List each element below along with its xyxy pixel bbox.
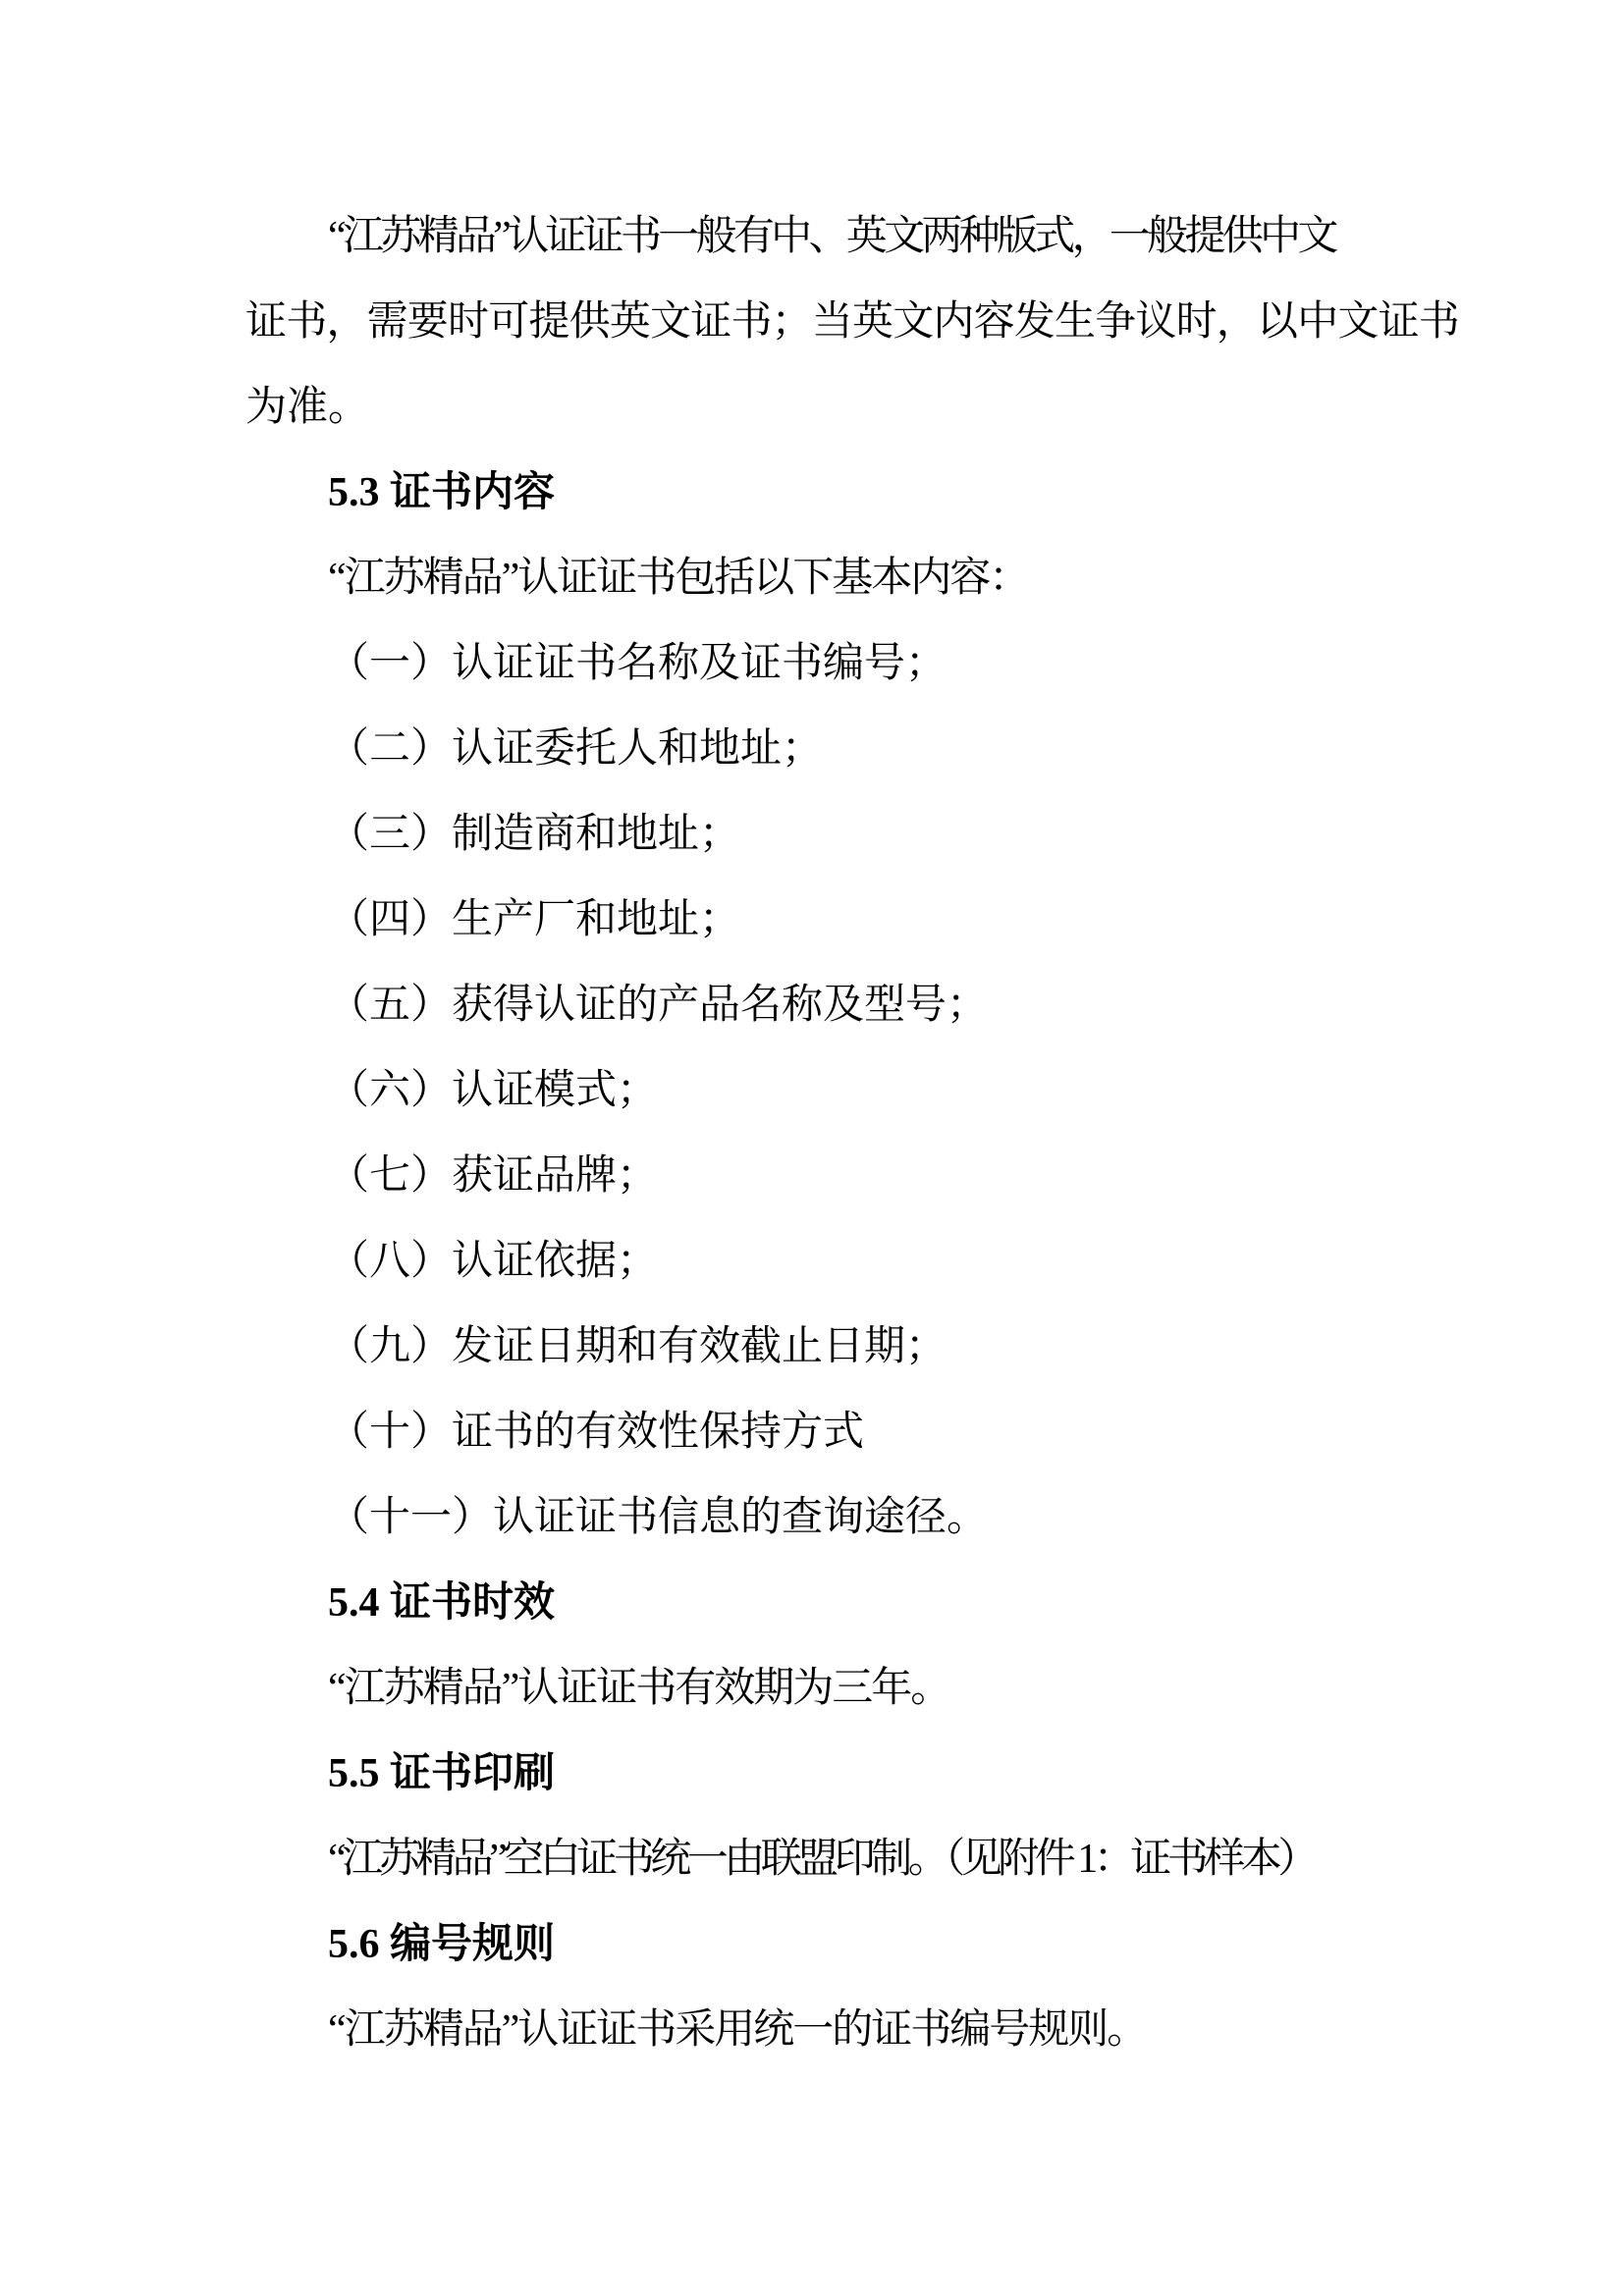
paragraph-certificate-versions-line-3: 为准。 xyxy=(245,385,370,430)
list-item-3-manufacturer-address: （三）制造商和地址； xyxy=(328,812,741,857)
list-item-1-certificate-name-number: （一）认证证书名称及证书编号； xyxy=(328,641,947,686)
heading-5-4-certificate-validity: 5.4 证书时效 xyxy=(328,1580,556,1626)
list-item-2-client-address: （二）认证委托人和地址； xyxy=(328,726,824,772)
list-item-5-product-name-model: （五）获得认证的产品名称及型号； xyxy=(328,983,989,1028)
list-item-9-issue-expiry-dates: （九）发证日期和有效截止日期； xyxy=(328,1324,947,1369)
heading-5-3-certificate-content: 5.3 证书内容 xyxy=(328,470,556,515)
list-item-11-certificate-info-query: （十一）认证证书信息的查询途径。 xyxy=(328,1495,989,1540)
heading-5-5-certificate-printing: 5.5 证书印刷 xyxy=(328,1751,556,1796)
document-text-block xyxy=(245,194,1460,2073)
list-item-8-certification-basis: （八）认证依据； xyxy=(328,1239,659,1284)
paragraph-unified-numbering-rule: “江苏精品”认证证书采用统一的证书编号规则。 xyxy=(328,2007,1147,2053)
heading-5-6-numbering-rules: 5.6 编号规则 xyxy=(328,1922,556,1967)
paragraph-certificate-content-intro: “江苏精品”认证证书包括以下基本内容： xyxy=(328,556,1029,601)
list-item-4-factory-address: （四）生产厂和地址； xyxy=(328,897,741,942)
list-item-6-certification-mode: （六）认证模式； xyxy=(328,1068,659,1113)
list-item-10-validity-maintenance: （十）证书的有效性保持方式 xyxy=(328,1410,865,1455)
paragraph-certificate-versions-line-1: “江苏精品”认证证书一般有中、英文两种版式，一般提供中文 xyxy=(328,214,1335,259)
paragraph-certificate-versions-line-2: 证书，需要时可提供英文证书；当英文内容发生争议时，以中文证书 xyxy=(245,299,1460,345)
list-item-7-certified-brand: （七）获证品牌； xyxy=(328,1153,659,1199)
paragraph-certificate-validity-three-years: “江苏精品”认证证书有效期为三年。 xyxy=(328,1666,950,1711)
paragraph-certificate-printing-by-alliance: “江苏精品”空白证书统一由联盟印制。（见附件 1：证书样本） xyxy=(328,1837,1315,1882)
